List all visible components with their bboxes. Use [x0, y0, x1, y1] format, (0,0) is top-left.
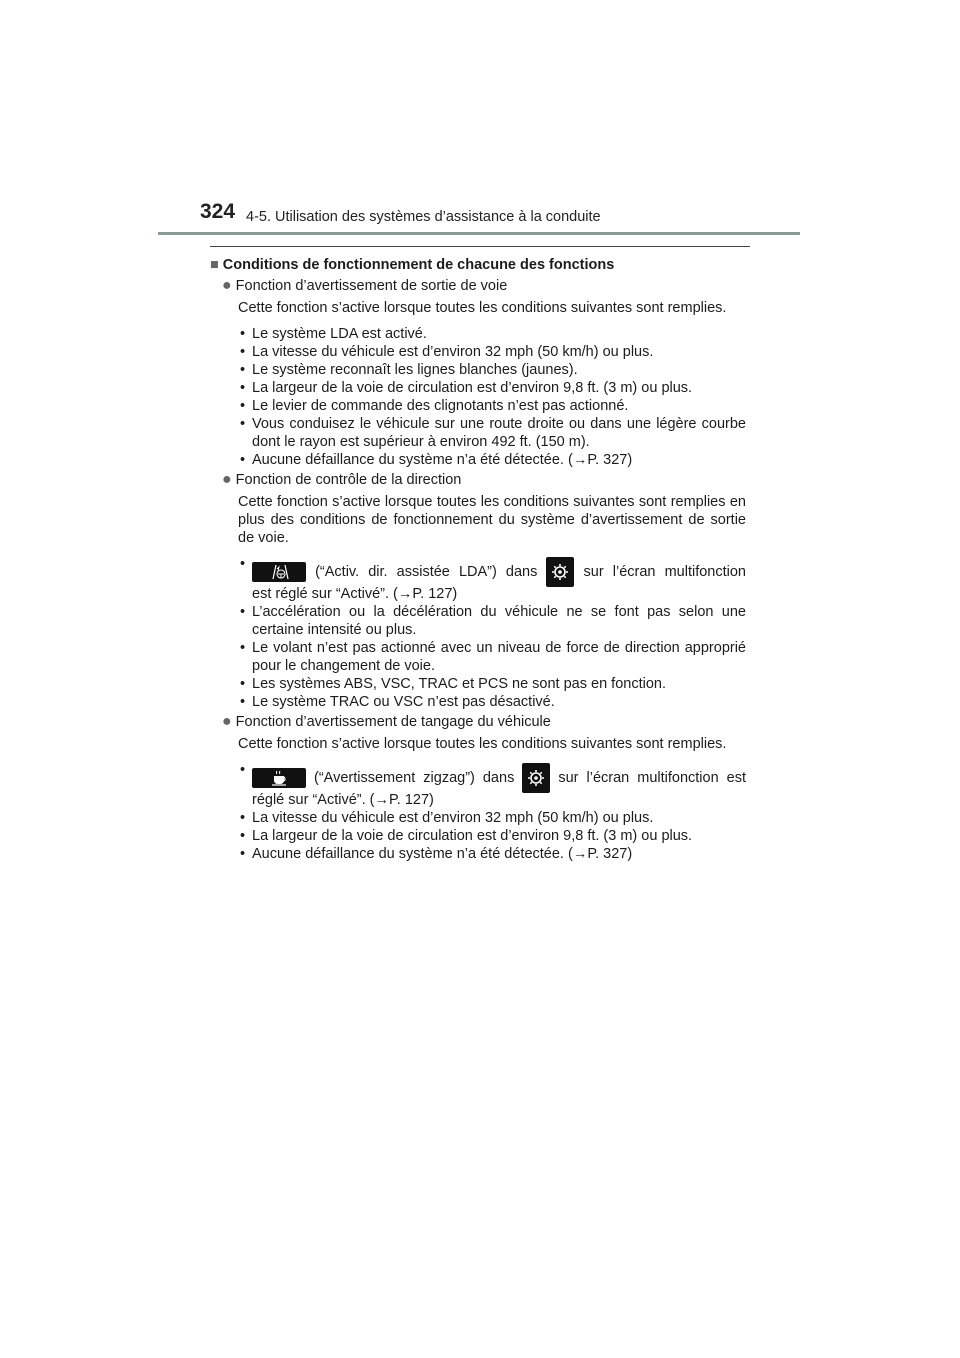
icon-item-continuation: réglé sur “Activé”. (→P. 127) [252, 792, 434, 808]
section-rule [210, 246, 750, 247]
function-title-vehicle-sway [222, 713, 746, 731]
list-item: • L’accélération ou la décélération du véhicule ne se font pas selon une certaine intensité ou plus. [238, 603, 746, 639]
list-item: • Le volant n’est pas actionné avec un niveau de force de direction approprié pour le changement de voie. [238, 639, 746, 675]
function-title-steering-control [222, 471, 746, 489]
list-item: • La vitesse du véhicule est d’environ 32 mph (50 km/h) ou plus. [238, 809, 746, 827]
function-title-text: Fonction d’avertissement de sortie de voie [235, 278, 508, 294]
list-item: • Aucune défaillance du système n’a été détectée. (→P. 327) [238, 451, 746, 469]
page-content [210, 256, 746, 863]
list-item: • La largeur de la voie de circulation est d’environ 9,8 ft. (3 m) ou plus. [238, 379, 746, 397]
header-rule [158, 232, 800, 235]
list-item: • Aucune défaillance du système n’a été détectée. (→P. 327) [238, 845, 746, 863]
lane-steering-assist-icon [252, 562, 306, 582]
function-intro: Cette fonction s’active lorsque toutes les conditions suivantes sont remplies en plus des conditions de fonctionnement du système d’avertissement de sortie de voie. [238, 494, 746, 546]
list-item: • La largeur de la voie de circulation est d’environ 9,8 ft. (3 m) ou plus. [238, 827, 746, 845]
list-item: • Le système reconnaît les lignes blanches (jaunes). [238, 361, 746, 379]
gear-settings-icon [546, 557, 574, 587]
gear-settings-icon [522, 763, 550, 793]
icon-item-text: (“Avertissement zigzag”) dans [314, 770, 515, 786]
condition-list [238, 555, 746, 711]
list-item-icon [238, 761, 746, 809]
list-item: • Vous conduisez le véhicule sur une route droite ou dans une légère courbe dont le rayon est supérieur à environ 492 ft. (150 m). [238, 415, 746, 451]
square-bullet-icon: ■ [210, 257, 219, 273]
function-intro: Cette fonction s’active lorsque toutes les conditions suivantes sont remplies. [238, 300, 727, 316]
list-item: • Le système TRAC ou VSC n’est pas désactivé. [238, 693, 746, 711]
list-item: • Le levier de commande des clignotants n’est pas actionné. [238, 397, 746, 415]
dot-bullet-icon: ● [222, 471, 232, 488]
section-heading-text: Conditions de fonctionnement de chacune des fonctions [222, 257, 615, 273]
icon-item-text: sur l’écran multifonction est [558, 770, 746, 786]
dot-bullet-icon: ● [222, 713, 232, 730]
function-title-lane-departure [222, 277, 746, 295]
section-heading [210, 256, 746, 274]
chapter-header: 4-5. Utilisation des systèmes d’assistance à la conduite [246, 209, 601, 225]
icon-item-text: (“Activ. dir. assistée LDA”) dans [315, 564, 538, 580]
icon-item-text: sur l’écran multifonction [583, 564, 746, 580]
condition-list [238, 325, 746, 469]
list-item-icon [238, 555, 746, 603]
condition-list [238, 761, 746, 863]
page-number: 324 [200, 200, 236, 223]
list-item: • Les systèmes ABS, VSC, TRAC et PCS ne sont pas en fonction. [238, 675, 746, 693]
dot-bullet-icon: ● [222, 277, 232, 294]
list-item: • La vitesse du véhicule est d’environ 32 mph (50 km/h) ou plus. [238, 343, 746, 361]
function-title-text: Fonction de contrôle de la direction [235, 472, 462, 488]
coffee-cup-icon [252, 768, 306, 788]
function-title-text: Fonction d’avertissement de tangage du véhicule [235, 714, 551, 730]
icon-item-continuation: est réglé sur “Activé”. (→P. 127) [252, 586, 458, 602]
function-intro: Cette fonction s’active lorsque toutes les conditions suivantes sont remplies. [238, 736, 727, 752]
list-item: • Le système LDA est activé. [238, 325, 746, 343]
